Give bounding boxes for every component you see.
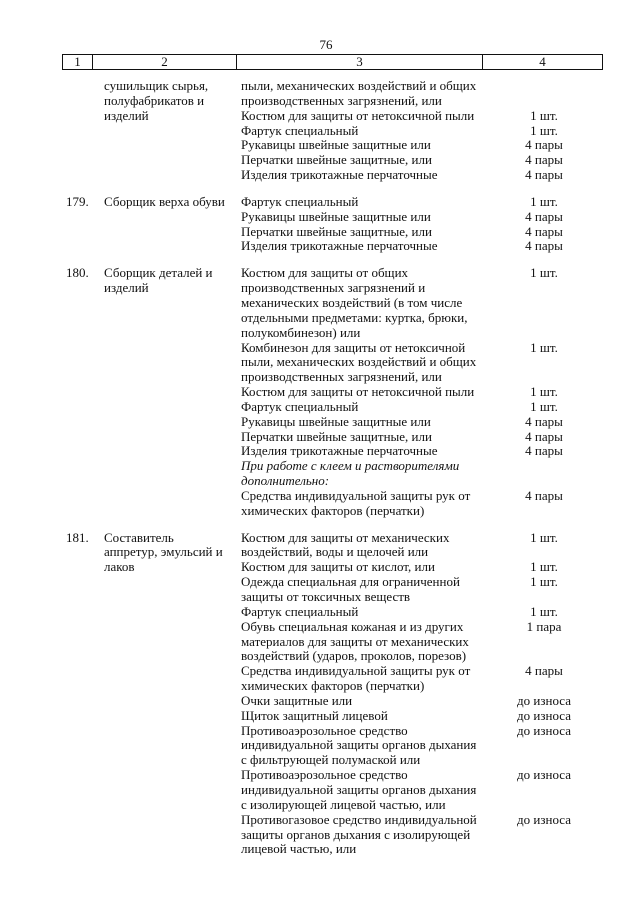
ppe-item-text: Противогазовое средство индивидуальной защиты органов дыхания с изолирующей лицевой частью, или bbox=[241, 811, 477, 857]
ppe-item-text: Костюм для защиты от нетоксичной пыли bbox=[241, 384, 475, 400]
record-row bbox=[62, 195, 603, 254]
ppe-item-quantity: 1 шт. bbox=[530, 122, 558, 138]
ppe-item-quantity: 4 пары bbox=[525, 487, 563, 503]
ppe-item-quantity: 4 пары bbox=[525, 167, 563, 183]
ppe-item-text: Комбинезон для защиты от нетоксичной пыли, механических воздействий и общих производственных загрязнений, или bbox=[241, 339, 477, 385]
ppe-item-text: Фартук специальный bbox=[241, 122, 359, 138]
header-col-4: 4 bbox=[539, 54, 546, 69]
ppe-item-quantity: 4 пары bbox=[525, 443, 563, 459]
ppe-item bbox=[236, 341, 603, 386]
ppe-item-text: Фартук специальный bbox=[241, 603, 359, 619]
ppe-item-text: Очки защитные или bbox=[241, 692, 353, 708]
ppe-item-text: Фартук специальный bbox=[241, 398, 359, 414]
ppe-item-text: Обувь специальная кожаная и из других материалов для защиты от механических воздействий (ударов, проколов, порезов) bbox=[241, 618, 469, 664]
ppe-item-text: Перчатки швейные защитные, или bbox=[241, 428, 432, 444]
table-header bbox=[62, 54, 603, 70]
ppe-item-quantity: до износа bbox=[517, 692, 571, 708]
page-number: 76 bbox=[319, 37, 333, 52]
ppe-item-text: Костюм для защиты от общих производственных загрязнений и механических воздействий (в том числе отдельными предметами: куртка, брюки, полукомбинезон) или bbox=[241, 265, 468, 340]
table-body bbox=[62, 79, 603, 857]
ppe-item-quantity: 1 шт. bbox=[530, 529, 558, 545]
ppe-item-text: Одежда специальная для ограниченной защиты от токсичных веществ bbox=[241, 574, 460, 604]
ppe-item-quantity: 1 шт. bbox=[530, 574, 558, 590]
ppe-item-text: Рукавицы швейные защитные или bbox=[241, 413, 431, 429]
ppe-note-text: При работе с клеем и растворителями дополнительно: bbox=[241, 458, 460, 489]
ppe-list bbox=[236, 266, 603, 518]
ppe-item-text: Костюм для защиты от кислот, или bbox=[241, 559, 435, 575]
ppe-item bbox=[236, 168, 603, 183]
ppe-item bbox=[236, 109, 603, 124]
ppe-item bbox=[236, 489, 603, 519]
ppe-item bbox=[236, 79, 603, 109]
ppe-item bbox=[236, 768, 603, 813]
ppe-list bbox=[236, 531, 603, 858]
ppe-item-text: Щиток защитный лицевой bbox=[241, 707, 388, 723]
ppe-item-quantity: 4 пары bbox=[525, 428, 563, 444]
ppe-item-text: Противоаэрозольное средство индивидуальной защиты органов дыхания с изолирующей лицевой частью, или bbox=[241, 767, 477, 812]
ppe-item-text: Противоаэрозольное средство индивидуальной защиты органов дыхания с фильтрующей полумаской или bbox=[241, 722, 477, 768]
ppe-item bbox=[236, 124, 603, 139]
ppe-item bbox=[236, 575, 603, 605]
ppe-item-quantity: 1 шт. bbox=[530, 603, 558, 619]
ppe-list bbox=[236, 79, 603, 183]
ppe-item-quantity: до износа bbox=[517, 722, 571, 738]
ppe-item-quantity: 4 пары bbox=[525, 238, 563, 254]
ppe-item bbox=[236, 415, 603, 430]
ppe-item-quantity: 4 пары bbox=[525, 152, 563, 168]
header-col-3: 3 bbox=[237, 55, 483, 69]
ppe-item bbox=[236, 225, 603, 240]
ppe-item bbox=[236, 400, 603, 415]
record-row bbox=[62, 79, 603, 183]
ppe-item-quantity: до износа bbox=[517, 767, 571, 783]
ppe-item-text: Изделия трикотажные перчаточные bbox=[241, 443, 438, 459]
ppe-item bbox=[236, 664, 603, 694]
ppe-item-text: Фартук специальный bbox=[241, 193, 359, 209]
header-col-1: 1 bbox=[63, 55, 93, 69]
ppe-item-quantity: 1 шт. bbox=[530, 107, 558, 123]
ppe-item-text: Средства индивидуальной защиты рук от химических факторов (перчатки) bbox=[241, 663, 471, 694]
profession-name: Составитель аппретур, эмульсий и лаков bbox=[104, 529, 223, 575]
ppe-item bbox=[236, 709, 603, 724]
ppe-item bbox=[236, 210, 603, 225]
ppe-item-text: Костюм для защиты от механических воздействий, воды и щелочей или bbox=[241, 529, 450, 560]
ppe-item-quantity: до износа bbox=[517, 707, 571, 723]
ppe-item-quantity: 4 пары bbox=[525, 413, 563, 429]
ppe-item bbox=[236, 444, 603, 459]
profession-name: Сборщик верха обуви bbox=[104, 193, 225, 209]
ppe-item-text: Рукавицы швейные защитные или bbox=[241, 137, 431, 153]
ppe-item bbox=[236, 385, 603, 400]
ppe-item-text: Рукавицы швейные защитные или bbox=[241, 208, 431, 224]
record-row bbox=[62, 266, 603, 518]
profession-name: Сборщик деталей и изделий bbox=[104, 265, 213, 296]
ppe-item bbox=[236, 560, 603, 575]
record-number: 179. bbox=[66, 193, 89, 209]
ppe-item-quantity-cell bbox=[482, 459, 603, 489]
ppe-note bbox=[236, 459, 603, 489]
ppe-item bbox=[236, 605, 603, 620]
ppe-item bbox=[236, 724, 603, 769]
ppe-item bbox=[236, 531, 603, 561]
ppe-item-quantity: 1 шт. bbox=[530, 559, 558, 575]
ppe-item-text: Костюм для защиты от нетоксичной пыли bbox=[241, 107, 475, 123]
ppe-item bbox=[236, 239, 603, 254]
ppe-item-text: Изделия трикотажные перчаточные bbox=[241, 238, 438, 254]
record-number: 181. bbox=[66, 529, 89, 545]
ppe-item-quantity: 4 пары bbox=[525, 137, 563, 153]
ppe-item bbox=[236, 153, 603, 168]
ppe-item bbox=[236, 813, 603, 858]
ppe-item-quantity: до износа bbox=[517, 811, 571, 827]
header-col-2: 2 bbox=[93, 55, 237, 69]
ppe-item-quantity: 1 пара bbox=[526, 618, 562, 634]
ppe-item bbox=[236, 694, 603, 709]
record-number-cell bbox=[62, 79, 92, 183]
ppe-item-text: Изделия трикотажные перчаточные bbox=[241, 167, 438, 183]
ppe-item-quantity: 4 пары bbox=[525, 208, 563, 224]
record-number: 180. bbox=[66, 265, 89, 281]
ppe-item-quantity: 1 шт. bbox=[530, 193, 558, 209]
ppe-item-text: пыли, механических воздействий и общих производственных загрязнений, или bbox=[241, 78, 477, 108]
record-row bbox=[62, 531, 603, 858]
ppe-item bbox=[236, 620, 603, 665]
ppe-item-quantity: 1 шт. bbox=[530, 339, 558, 355]
ppe-item bbox=[236, 430, 603, 445]
profession-name: сушильщик сырья, полуфабрикатов и изделий bbox=[104, 78, 209, 123]
ppe-item-quantity: 1 шт. bbox=[530, 384, 558, 400]
ppe-item bbox=[236, 195, 603, 210]
ppe-list bbox=[236, 195, 603, 254]
ppe-item-quantity: 1 шт. bbox=[530, 398, 558, 414]
ppe-item-text: Перчатки швейные защитные, или bbox=[241, 223, 432, 239]
ppe-item-quantity: 1 шт. bbox=[530, 265, 558, 281]
ppe-item-quantity: 4 пары bbox=[525, 223, 563, 239]
ppe-item-quantity-cell bbox=[482, 79, 603, 109]
ppe-item-text: Перчатки швейные защитные, или bbox=[241, 152, 432, 168]
ppe-item-text: Средства индивидуальной защиты рук от химических факторов (перчатки) bbox=[241, 487, 471, 518]
ppe-item-quantity: 4 пары bbox=[525, 663, 563, 679]
ppe-item bbox=[236, 266, 603, 340]
ppe-item bbox=[236, 138, 603, 153]
